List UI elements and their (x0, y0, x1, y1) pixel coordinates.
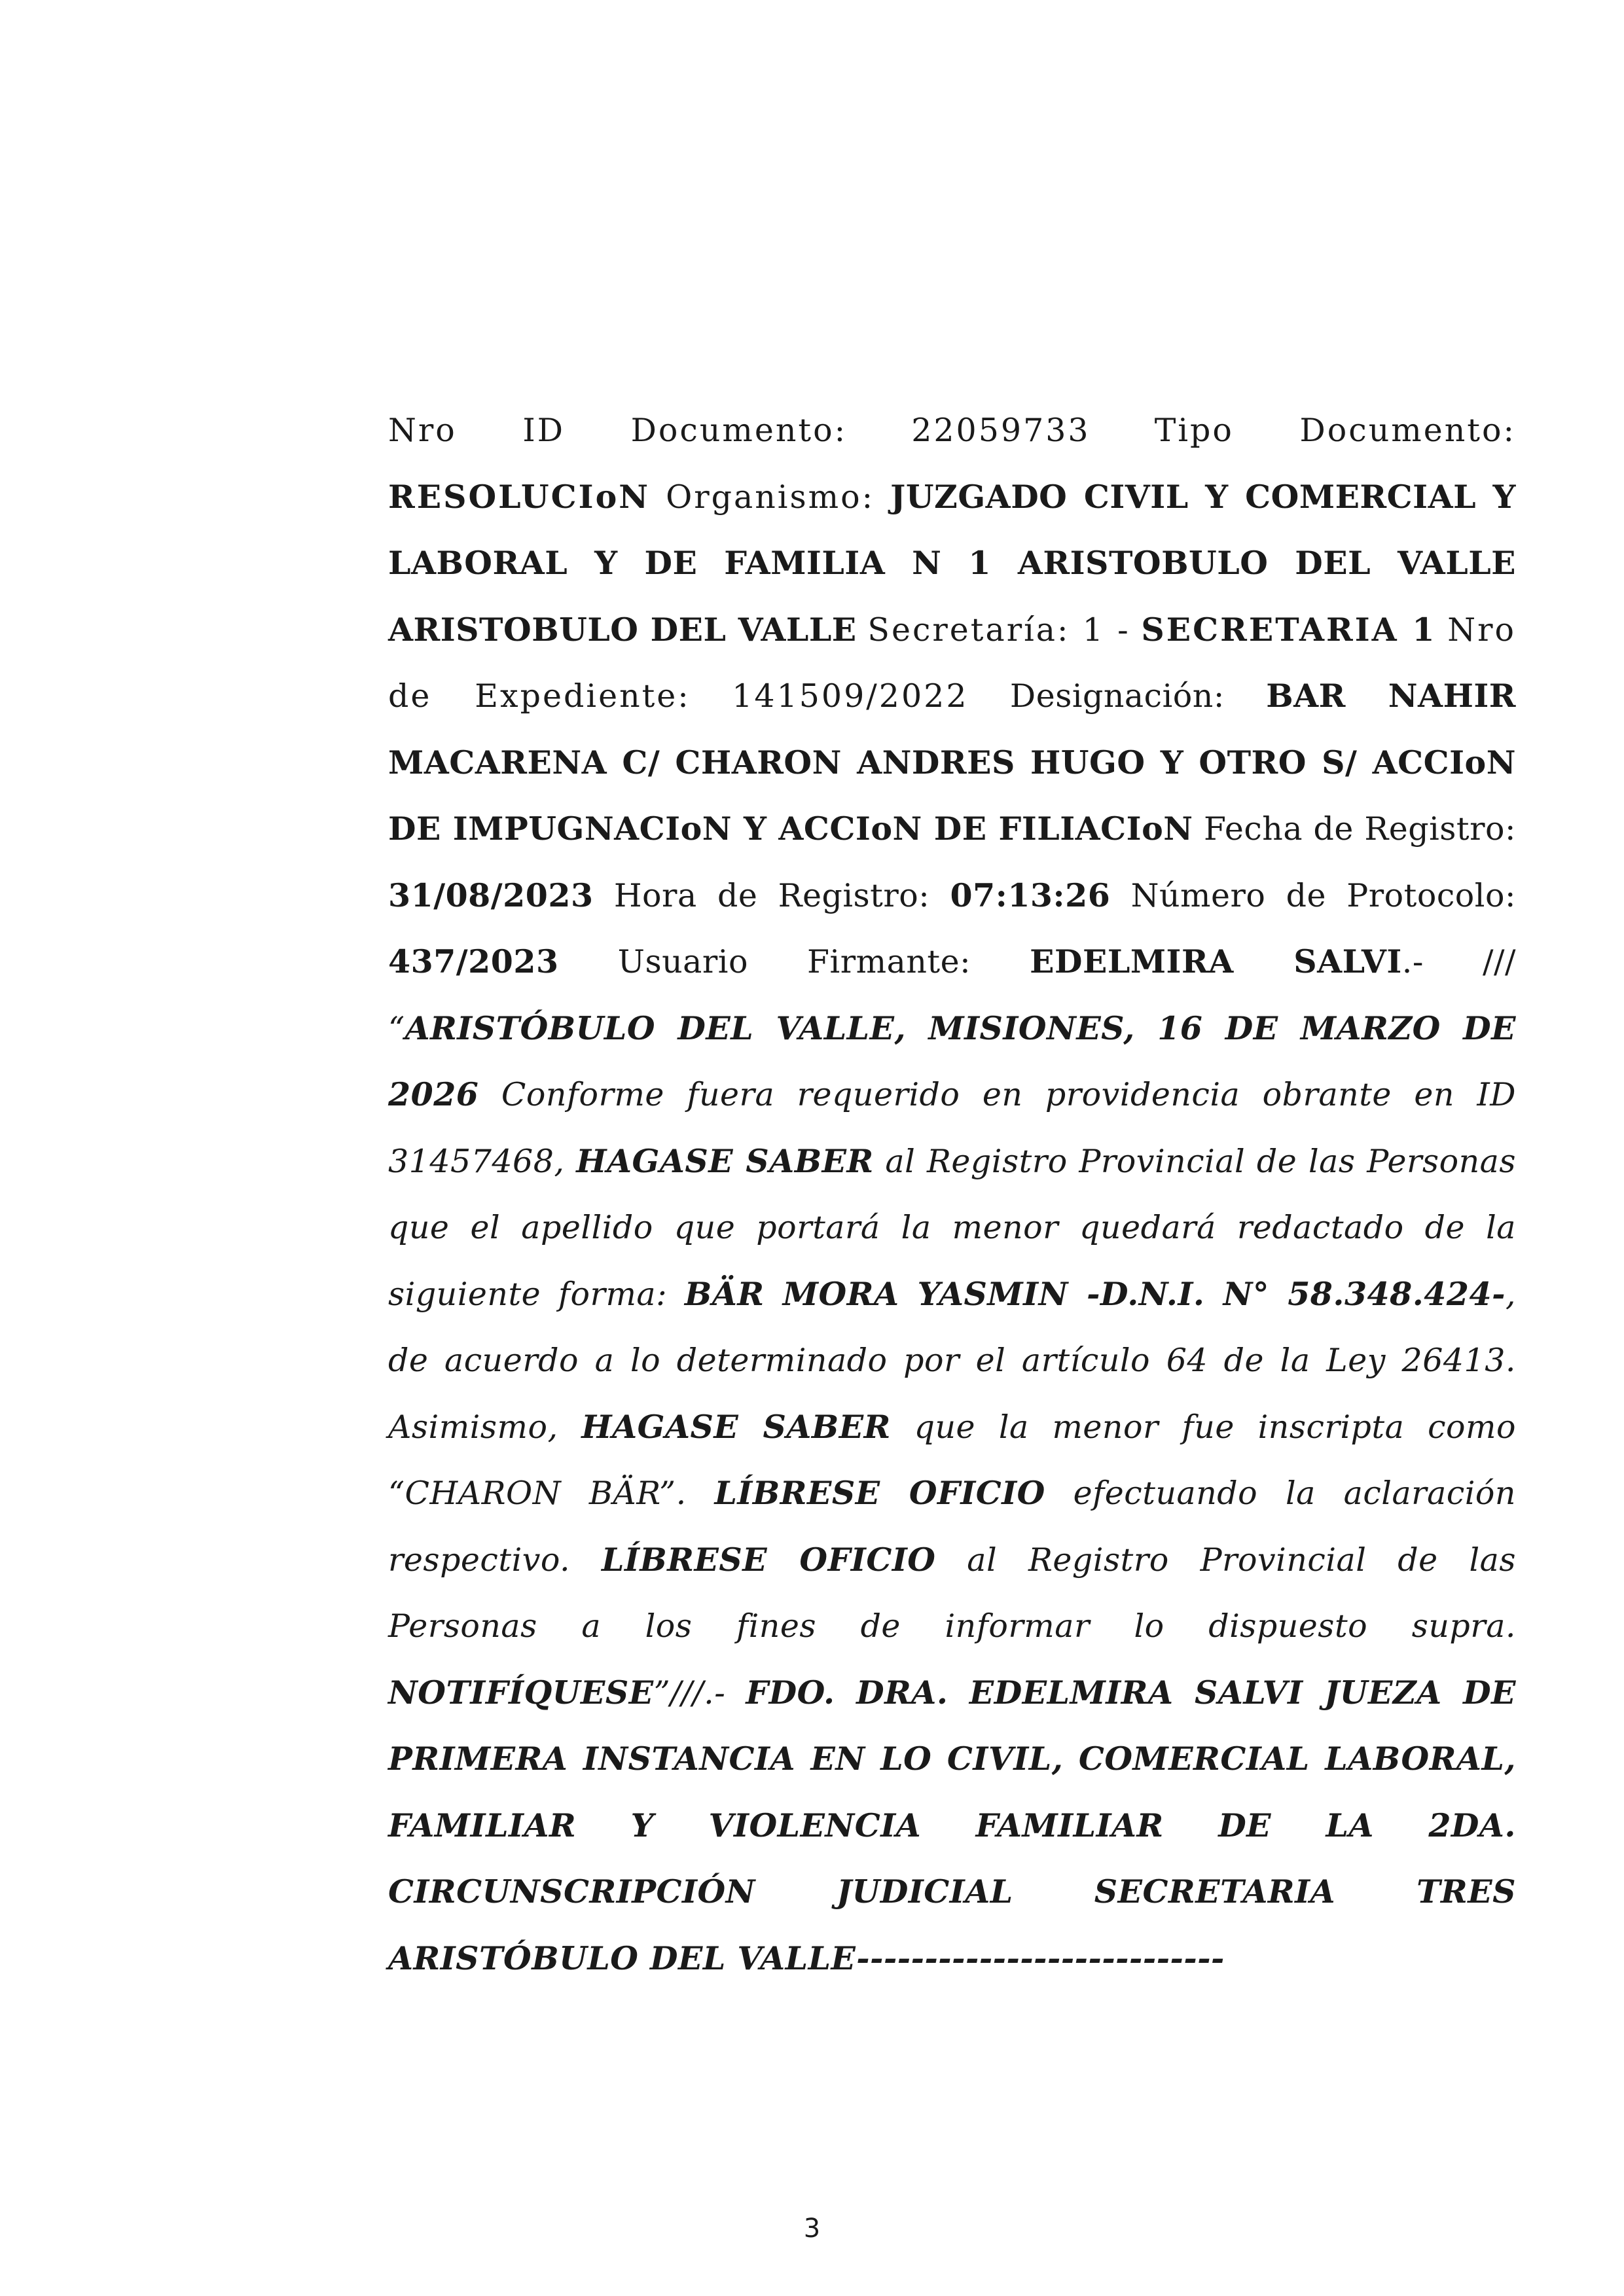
organismo-value: JUZGADO CIVIL Y COMERCIAL Y LABORAL Y DE FAMILIA N 1 ARISTOBULO DEL VALLE ARISTOBULO DEL VALLE (388, 477, 1517, 649)
open-quote: “ (388, 1009, 405, 1047)
page-number: 3 (803, 2214, 821, 2244)
hagase-saber-2: HAGASE SABER (581, 1407, 891, 1446)
designacion-label: Designación: (1009, 677, 1225, 715)
usuario-value: EDELMIRA SALVI (1030, 942, 1402, 980)
tipo-label: Tipo Documento: (1154, 412, 1517, 449)
hora-label: Hora de Registro: (613, 876, 930, 914)
document-body (388, 397, 1516, 1992)
tipo-value: RESOLUCIoN (388, 477, 651, 516)
hagase-saber-1: HAGASE SABER (576, 1141, 874, 1180)
secretaria-label: Secretaría: 1 - (867, 611, 1130, 649)
fecha-label: Fecha de Registro: (1204, 810, 1517, 848)
resolution-text-3: , de acuerdo a lo determinado por el artículo 64 de la Ley 26413. Asimismo, (388, 1275, 1516, 1446)
resolution-text-1: Conforme fuera requerido en providencia obrante en ID 31457468, (388, 1076, 1516, 1180)
resolution-text-2: al Registro Provincial de las Personas que el apellido que portará la menor quedará redactado de la siguiente forma: (388, 1142, 1516, 1313)
usuario-label: Usuario Firmante: (617, 943, 971, 980)
resolution-text-4: que la menor fue inscripta como “CHARON BÄR”. (388, 1408, 1516, 1512)
hora-value: 07:13:26 (950, 876, 1111, 914)
nro-id-value: 22059733 (911, 412, 1091, 449)
librese-oficio-2: LÍBRESE OFICIO (602, 1540, 936, 1579)
notifiquese: NOTIFÍQUESE (388, 1673, 654, 1712)
place-date: ARISTÓBULO DEL VALLE, MISIONES, 16 DE MARZO DE 2026 (388, 1009, 1516, 1113)
organismo-label: Organismo: (666, 478, 875, 516)
librese-oficio-1: LÍBRESE OFICIO (714, 1474, 1045, 1512)
header-separator: .- /// (1401, 943, 1517, 980)
expediente-value: 141509/2022 (732, 677, 969, 715)
protocolo-label: Número de Protocolo: (1130, 876, 1516, 914)
new-surname: BÄR MORA YASMIN -D.N.I. N° 58.348.424- (684, 1274, 1506, 1313)
resolution-text-5: efectuando la aclaración respectivo. (388, 1475, 1516, 1579)
judge-signature: FDO. DRA. EDELMIRA SALVI JUEZA DE PRIMERA INSTANCIA EN LO CIVIL, COMERCIAL LABORAL, FAMILIAR Y VIOLENCIA FAMILIAR DE LA 2DA. CIRCUNSCRIPCIÓN JUDICIAL SECRETARIA TRES ARISTÓBULO DEL VALLE--------------------------- (388, 1673, 1517, 1977)
fecha-value: 31/08/2023 (388, 876, 594, 914)
secretaria-value: SECRETARIA 1 (1141, 610, 1437, 649)
protocolo-value: 437/2023 (388, 942, 559, 980)
resolution-text-7: ”///.- (653, 1674, 726, 1712)
expediente-label: Nro de Expediente: (388, 611, 1516, 715)
nro-id-label: Nro ID Documento: (388, 412, 848, 449)
resolution-text-6: al Registro Provincial de las Personas a los fines de informar lo dispuesto supra. (388, 1541, 1516, 1645)
designacion-value: BAR NAHIR MACARENA C/ CHARON ANDRES HUGO Y OTRO S/ ACCIoN DE IMPUGNACIoN Y ACCIoN DE FILIACIoN (388, 677, 1517, 848)
